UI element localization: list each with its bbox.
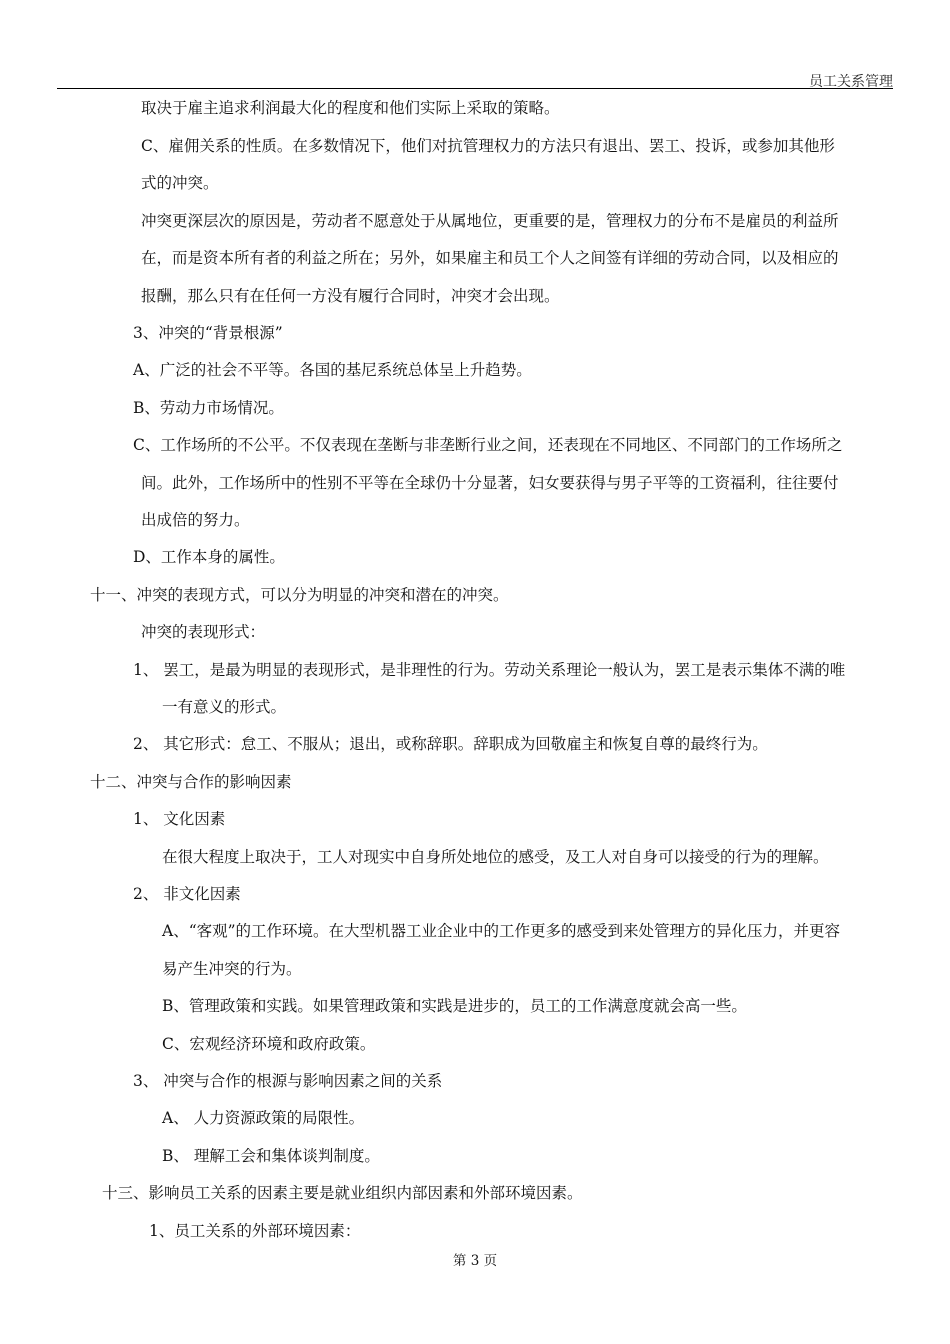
paragraph-line: C、雇佣关系的性质。在多数情况下，他们对抗管理权力的方法只有退出、罢工、投诉，或参加其他形 <box>141 137 835 155</box>
paragraph-line: 式的冲突。 <box>141 174 219 192</box>
paragraph-line: B、管理政策和实践。如果管理政策和实践是进步的，员工的工作满意度就会高一些。 <box>162 997 747 1015</box>
list-item: 1、 罢工，是最为明显的表现形式，是非理性的行为。劳动关系理论一般认为，罢工是表示集体不满的唯 <box>133 661 846 679</box>
section-heading: 十一、冲突的表现方式，可以分为明显的冲突和潜在的冲突。 <box>90 586 509 604</box>
paragraph-line: B、劳动力市场情况。 <box>133 399 284 417</box>
paragraph-line: 出成倍的努力。 <box>141 511 250 529</box>
list-item-continuation: 一有意义的形式。 <box>162 698 287 716</box>
paragraph-line: C、宏观经济环境和政府政策。 <box>162 1035 376 1053</box>
paragraph-line: 报酬，那么只有在任何一方没有履行合同时，冲突才会出现。 <box>141 287 560 305</box>
paragraph-line: D、工作本身的属性。 <box>133 548 285 566</box>
paragraph-line: A、“客观”的工作环境。在大型机器工业企业中的工作更多的感受到来处管理方的异化压力，并更容 <box>162 922 841 940</box>
page-number: 第 3 页 <box>452 1253 498 1269</box>
paragraph-line: A、 人力资源政策的局限性。 <box>162 1109 365 1127</box>
paragraph-line: 冲突更深层次的原因是，劳动者不愿意处于从属地位，更重要的是，管理权力的分布不是雇员的利益所 <box>141 212 839 230</box>
list-item: 2、 非文化因素 <box>133 885 241 903</box>
paragraph-line: 间。此外，工作场所中的性别不平等在全球仍十分显著，妇女要获得与男子平等的工资福利，往往要付 <box>141 474 839 492</box>
section-heading: 十三、影响员工关系的因素主要是就业组织内部因素和外部环境因素。 <box>102 1184 583 1202</box>
list-item: 1、 文化因素 <box>133 810 226 828</box>
page-header-title: 员工关系管理 <box>809 74 893 90</box>
paragraph-line: 在很大程度上取决于，工人对现实中自身所处地位的感受，及工人对自身可以接受的行为的理解。 <box>162 848 829 866</box>
paragraph-line: 在，而是资本所有者的利益之所在；另外，如果雇主和员工个人之间签有详细的劳动合同，以及相应的 <box>141 249 839 267</box>
paragraph-line: 取决于雇主追求利润最大化的程度和他们实际上采取的策略。 <box>141 99 560 117</box>
paragraph-line: C、工作场所的不公平。不仅表现在垄断与非垄断行业之间，还表现在不同地区、不同部门的工作场所之 <box>133 436 843 454</box>
section-heading: 3、冲突的“背景根源” <box>133 324 283 342</box>
header-rule <box>57 88 893 89</box>
paragraph-line: 易产生冲突的行为。 <box>162 960 302 978</box>
list-item: 3、 冲突与合作的根源与影响因素之间的关系 <box>133 1072 443 1090</box>
paragraph-line: B、 理解工会和集体谈判制度。 <box>162 1147 380 1165</box>
paragraph-line: A、广泛的社会不平等。各国的基尼系统总体呈上升趋势。 <box>133 361 532 379</box>
list-item: 1、员工关系的外部环境因素： <box>149 1222 361 1240</box>
list-item: 2、 其它形式：怠工、不服从；退出，或称辞职。辞职成为回敬雇主和恢复自尊的最终行为。 <box>133 735 768 753</box>
paragraph-line: 冲突的表现形式： <box>141 623 266 641</box>
section-heading: 十二、冲突与合作的影响因素 <box>90 773 292 791</box>
